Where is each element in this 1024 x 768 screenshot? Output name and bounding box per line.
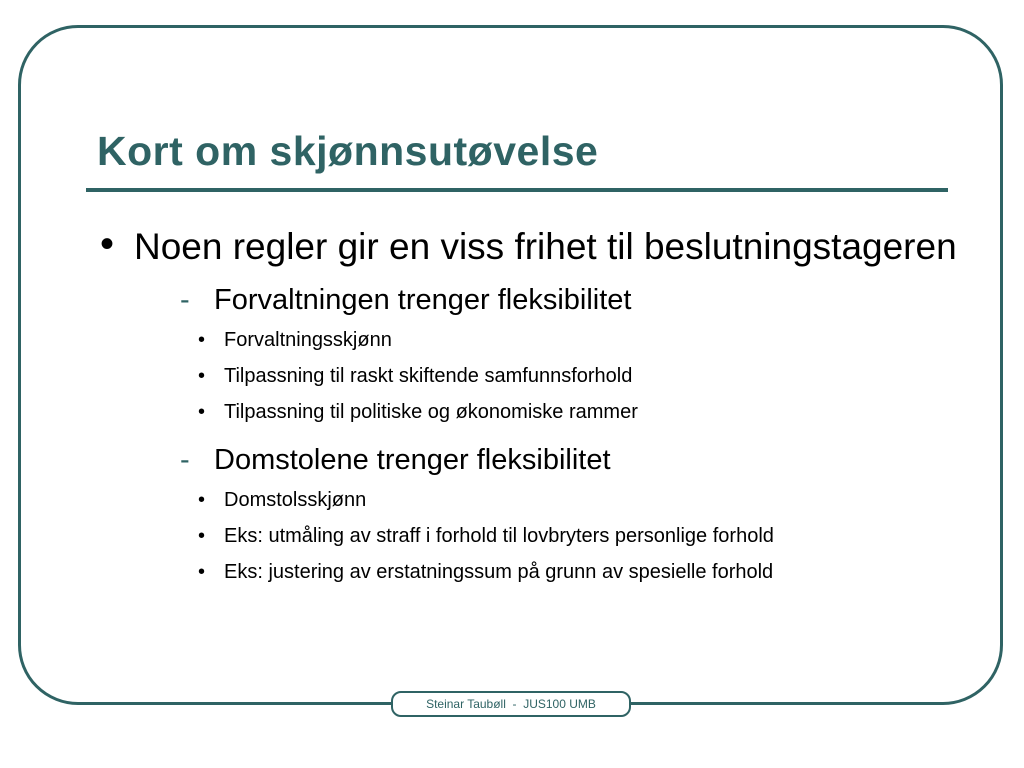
sub-item-text: Forvaltningen trenger fleksibilitet xyxy=(214,284,632,316)
sub-sub-item-text: Domstolsskjønn xyxy=(224,489,367,511)
bullet-icon: • xyxy=(198,525,206,547)
sub-sub-item xyxy=(198,482,960,518)
sub-sub-item xyxy=(198,554,960,590)
bullet-text: Noen regler gir en viss frihet til beslutningstageren xyxy=(134,226,957,267)
bullet-icon: • xyxy=(100,222,115,266)
slide-footer: Steinar Taubøll - JUS100 UMB xyxy=(391,691,631,717)
sub-sub-item xyxy=(198,358,960,394)
bullet-icon: • xyxy=(198,489,206,511)
sub-sub-item xyxy=(198,518,960,554)
bullet-icon: • xyxy=(198,365,206,387)
dash-icon: - xyxy=(180,444,190,476)
title-divider xyxy=(86,188,948,192)
dash-icon: - xyxy=(180,284,190,316)
bullet-icon: • xyxy=(198,329,206,351)
bullet-icon: • xyxy=(198,401,206,423)
sub-sub-item-text: Eks: utmåling av straff i forhold til lovbryters personlige forhold xyxy=(224,525,774,547)
sub-item-forvaltningen xyxy=(180,278,960,322)
sub-sub-item-text: Tilpassning til politiske og økonomiske rammer xyxy=(224,401,638,423)
sub-sub-item-text: Tilpassning til raskt skiftende samfunnsforhold xyxy=(224,365,633,387)
bullet-item xyxy=(100,222,960,272)
sub-item-domstolene xyxy=(180,438,960,482)
slide-title: Kort om skjønnsutøvelse xyxy=(97,128,599,174)
sub-item-text: Domstolene trenger fleksibilitet xyxy=(214,444,611,476)
sub-sub-item xyxy=(198,394,960,430)
sub-sub-item-text: Forvaltningsskjønn xyxy=(224,329,392,351)
bullet-icon: • xyxy=(198,561,206,583)
slide-content xyxy=(100,222,960,590)
sub-sub-item xyxy=(198,322,960,358)
sub-sub-item-text: Eks: justering av erstatningssum på grunn av spesielle forhold xyxy=(224,561,774,583)
